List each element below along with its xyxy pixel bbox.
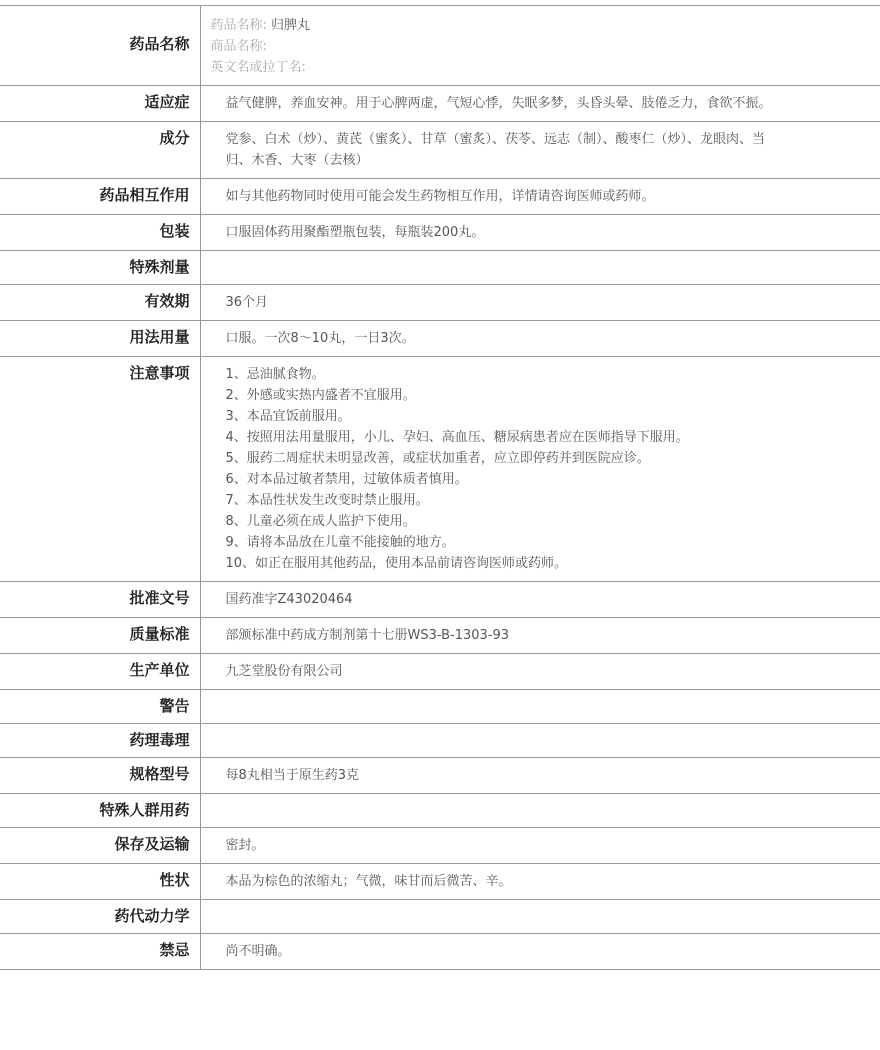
english-name-line — [211, 57, 871, 78]
row-value: 尚不明确。 — [200, 934, 880, 970]
row-label: 包装 — [0, 215, 200, 251]
row-value: 本品为棕色的浓缩丸；气微，味甘而后微苦、辛。 — [200, 864, 880, 900]
row-label: 性状 — [0, 864, 200, 900]
row-value — [200, 251, 880, 285]
row-value: 党参、白术（炒）、黄芪（蜜炙）、甘草（蜜炙）、茯苓、远志（制）、酸枣仁（炒）、龙眼肉、当归、木香、大枣（去核） — [200, 122, 880, 179]
row-value: 九芝堂股份有限公司 — [200, 654, 880, 690]
row-value: 国药准字Z43020464 — [200, 582, 880, 618]
row-value — [200, 724, 880, 758]
row-label: 保存及运输 — [0, 828, 200, 864]
row-cautions — [0, 357, 880, 582]
english-name-label: 英文名或拉丁名: — [210, 60, 306, 75]
row-drug-name — [0, 6, 880, 86]
row-value: 36个月 — [200, 285, 880, 321]
list-item: 7、本品性状发生改变时禁止服用。 — [225, 493, 429, 508]
row-pharmacology — [0, 724, 880, 758]
row-label: 成分 — [0, 122, 200, 179]
drug-name-line — [211, 15, 871, 36]
row-label: 药理毒理 — [0, 724, 200, 758]
row-value: 部颁标准中药成方制剂第十七册WS3-B-1303-93 — [200, 618, 880, 654]
trade-name-label: 商品名称: — [210, 39, 267, 54]
row-value: 口服。一次8～10丸，一日3次。 — [200, 321, 880, 357]
row-warning — [0, 690, 880, 724]
list-item: 5、服药二周症状未明显改善，或症状加重者，应立即停药并到医院应诊。 — [225, 451, 650, 466]
row-value: 益气健脾，养血安神。用于心脾两虚，气短心悸，失眠多梦，头昏头晕、肢倦乏力，食欲不振。 — [200, 86, 880, 122]
row-label: 质量标准 — [0, 618, 200, 654]
row-label: 特殊人群用药 — [0, 794, 200, 828]
row-ingredients — [0, 122, 880, 179]
row-value: 密封。 — [200, 828, 880, 864]
row-label: 禁忌 — [0, 934, 200, 970]
row-value — [200, 794, 880, 828]
row-spec — [0, 758, 880, 794]
drug-name-block — [200, 6, 880, 86]
row-value — [200, 900, 880, 934]
row-value: 如与其他药物同时使用可能会发生药物相互作用，详情请咨询医师或药师。 — [200, 179, 880, 215]
list-item: 1、忌油腻食物。 — [225, 367, 325, 382]
row-interactions — [0, 179, 880, 215]
row-appearance — [0, 864, 880, 900]
list-item: 8、儿童必须在成人监护下使用。 — [225, 514, 416, 529]
cautions-list — [200, 357, 880, 582]
row-approval — [0, 582, 880, 618]
list-item: 6、对本品过敏者禁用，过敏体质者慎用。 — [225, 472, 468, 487]
list-item: 2、外感或实热内盛者不宜服用。 — [225, 388, 416, 403]
row-storage — [0, 828, 880, 864]
row-standard — [0, 618, 880, 654]
row-label: 适应症 — [0, 86, 200, 122]
row-pharmacokinetics — [0, 900, 880, 934]
row-label: 药品名称 — [0, 6, 200, 86]
row-expiry — [0, 285, 880, 321]
row-package — [0, 215, 880, 251]
row-contraindications — [0, 934, 880, 970]
drug-info-table — [0, 5, 880, 970]
row-label: 规格型号 — [0, 758, 200, 794]
list-item: 10、如正在服用其他药品，使用本品前请咨询医师或药师。 — [225, 556, 568, 571]
row-special-groups — [0, 794, 880, 828]
trade-name-line — [211, 36, 871, 57]
row-label: 批准文号 — [0, 582, 200, 618]
list-item: 3、本品宜饭前服用。 — [225, 409, 351, 424]
row-label: 用法用量 — [0, 321, 200, 357]
row-value — [200, 690, 880, 724]
row-label: 注意事项 — [0, 357, 200, 582]
list-item: 9、请将本品放在儿童不能接触的地方。 — [225, 535, 455, 550]
row-label: 生产单位 — [0, 654, 200, 690]
row-indications — [0, 86, 880, 122]
row-value: 口服固体药用聚酯塑瓶包装，每瓶装200丸。 — [200, 215, 880, 251]
row-label: 药代动力学 — [0, 900, 200, 934]
row-usage — [0, 321, 880, 357]
row-special-dose — [0, 251, 880, 285]
row-label: 有效期 — [0, 285, 200, 321]
row-label: 警告 — [0, 690, 200, 724]
row-label: 特殊剂量 — [0, 251, 200, 285]
drug-name-label: 药品名称: — [210, 18, 267, 33]
row-value: 每8丸相当于原生药3克 — [200, 758, 880, 794]
row-label: 药品相互作用 — [0, 179, 200, 215]
list-item: 4、按照用法用量服用，小儿、孕妇、高血压、糖尿病患者应在医师指导下服用。 — [225, 430, 689, 445]
drug-name-value: 归脾丸 — [271, 18, 311, 33]
row-manufacturer — [0, 654, 880, 690]
